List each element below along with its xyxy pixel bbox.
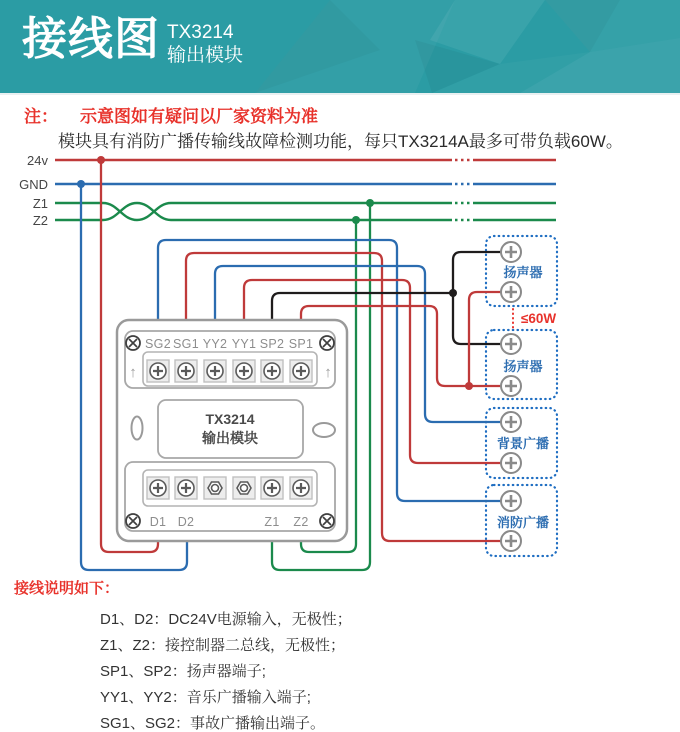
up-arrow-icon: ↑ [129, 364, 137, 381]
terminal-label-yy2: YY2 [202, 337, 228, 351]
terminal-label-z1: Z1 [264, 515, 280, 529]
terminal-yy2-screw-icon [204, 360, 226, 382]
junction-z2 [352, 216, 360, 224]
page-title: 接线图 [22, 13, 161, 64]
case-screw-icon [126, 514, 140, 528]
fire-broadcast-label: 消防广播 [496, 515, 550, 530]
note-description: 模块具有消防广播传输线故障检测功能，每只TX3214A最多可带负载60W。 [58, 132, 623, 151]
product-name: 输出模块 [167, 45, 244, 66]
note-warning: 示意图如有疑问以厂家资料为准 [80, 107, 318, 126]
background-broadcast-terminal-screw-icon [501, 412, 521, 432]
instructions-heading: 接线说明如下： [14, 580, 120, 597]
terminal-sg2-screw-icon [147, 360, 169, 382]
module-label-plate [158, 400, 303, 458]
terminal-label-yy1: YY1 [231, 337, 257, 351]
instruction-line-d: D1、D2：DC24V电源输入，无极性； [100, 611, 352, 628]
terminal-z2-screw-icon [290, 477, 312, 499]
terminal-label-sg2: SG2 [145, 337, 171, 351]
bus-label-gnd: GND [19, 177, 48, 192]
background-broadcast-label: 背景广播 [496, 436, 550, 451]
junction-sp1 [465, 382, 473, 390]
junction-24v [97, 156, 105, 164]
instruction-line-yy: YY1、YY2：音乐广播输入端子; [100, 689, 311, 706]
case-screw-icon [320, 336, 334, 350]
hex-terminal-icon [204, 477, 226, 499]
terminal-label-sp2: SP2 [259, 337, 285, 351]
instruction-line-sp: SP1、SP2：扬声器端子; [100, 663, 266, 680]
module-name: TX3214 [205, 411, 255, 427]
terminal-label-sp1: SP1 [288, 337, 314, 351]
speaker2-terminal-screw-icon [501, 376, 521, 396]
terminal-sp1-screw-icon [290, 360, 312, 382]
instruction-line-z: Z1、Z2：接控制器二总线，无极性； [100, 637, 346, 654]
speaker1-label: 扬声器 [503, 265, 543, 280]
mounting-hole-left [132, 417, 143, 440]
junction-gnd [77, 180, 85, 188]
case-screw-icon [320, 514, 334, 528]
terminal-label-sg1: SG1 [173, 337, 199, 351]
load-limit-label: ≤60W [521, 311, 557, 326]
terminal-sp2-screw-icon [261, 360, 283, 382]
speaker2-label: 扬声器 [503, 359, 543, 374]
background-broadcast-terminal-screw-icon [501, 453, 521, 473]
bus-label-z2: Z2 [32, 213, 48, 228]
model-number: TX3214 [167, 22, 234, 43]
terminal-label-d1: D1 [149, 515, 167, 529]
module-type: 输出模块 [202, 430, 258, 446]
up-arrow-icon: ↑ [324, 364, 332, 381]
junction-sp2 [449, 289, 457, 297]
hex-terminal-icon [233, 477, 255, 499]
note-prefix: 注： [24, 107, 58, 126]
speaker1-terminal-screw-icon [501, 242, 521, 262]
case-screw-icon [126, 336, 140, 350]
terminal-sg1-screw-icon [175, 360, 197, 382]
junction-z1 [366, 199, 374, 207]
mounting-hole-right [313, 423, 335, 437]
speaker1-terminal-screw-icon [501, 282, 521, 302]
fire-broadcast-terminal-screw-icon [501, 491, 521, 511]
bus-label-z1: Z1 [32, 196, 48, 211]
fire-broadcast-terminal-screw-icon [501, 531, 521, 551]
speaker2-terminal-screw-icon [501, 334, 521, 354]
bus-label-24v: 24v [27, 153, 48, 168]
terminal-yy1-screw-icon [233, 360, 255, 382]
terminal-d2-screw-icon [175, 477, 197, 499]
terminal-d1-screw-icon [147, 477, 169, 499]
instruction-line-sg: SG1、SG2：事故广播输出端子。 [100, 715, 326, 732]
terminal-label-d2: D2 [177, 515, 195, 529]
terminal-label-z2: Z2 [293, 515, 309, 529]
terminal-z1-screw-icon [261, 477, 283, 499]
